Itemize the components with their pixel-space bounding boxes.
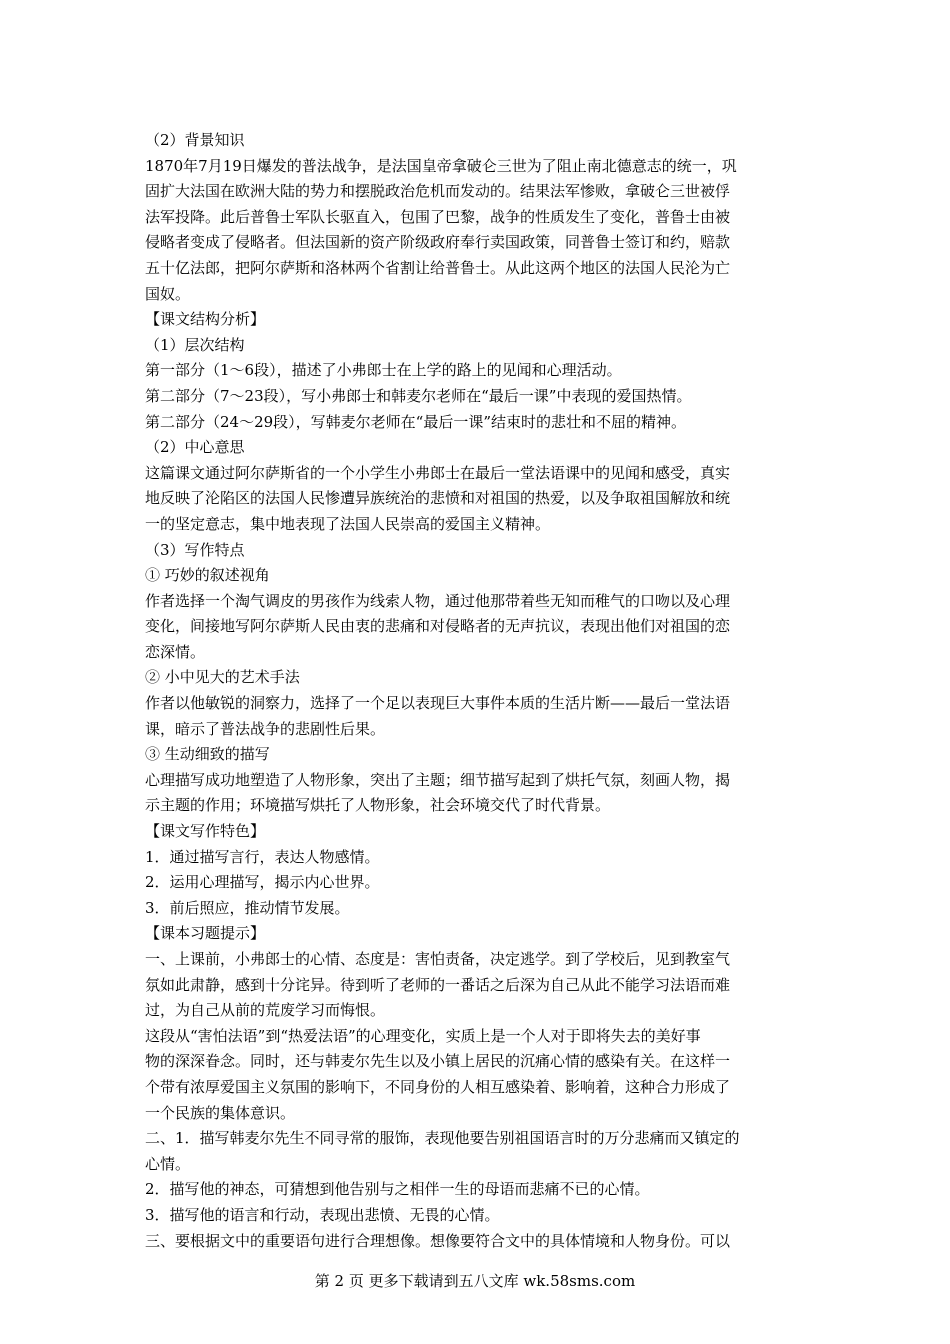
text-line: （2）背景知识 bbox=[145, 131, 245, 149]
text-line: 三、要根据文中的重要语句进行合理想像。想像要符合文中的具体情境和人物身份。可以 bbox=[145, 1231, 731, 1250]
text-line: 一的坚定意志，集中地表现了法国人民崇高的爱国主义精神。 bbox=[145, 514, 551, 533]
text-line: ② 小中见大的艺术手法 bbox=[145, 668, 300, 687]
text-line: （1）层次结构 bbox=[145, 335, 245, 354]
text-line: 第二部分（7～23段），写小弗郎士和韩麦尔老师在“最后一课”中表现的爱国热情。 bbox=[145, 386, 692, 405]
text-line: 二、1．描写韩麦尔先生不同寻常的服饰，表现他要告别祖国语言时的万分悲痛而又镇定的 bbox=[145, 1129, 740, 1148]
text-line: 变化，间接地写阿尔萨斯人民由衷的悲痛和对侵略者的无声抗议，表现出他们对祖国的恋 bbox=[145, 617, 731, 636]
text-line: 地反映了沦陷区的法国人民惨遭异族统治的悲愤和对祖国的热爱，以及争取祖国解放和统 bbox=[145, 489, 731, 508]
text-line: 这篇课文通过阿尔萨斯省的一个小学生小弗郎士在最后一堂法语课中的见闻和感受，真实 bbox=[145, 463, 731, 482]
text-line: 这段从“害怕法语”到“热爱法语”的心理变化，实质上是一个人对于即将失去的美好事 bbox=[145, 1026, 701, 1045]
text-line: 作者以他敏锐的洞察力，选择了一个足以表现巨大事件本质的生活片断——最后一堂法语 bbox=[145, 694, 731, 713]
text-line: 氛如此肃静，感到十分诧异。待到听了老师的一番话之后深为自己从此不能学习法语而难 bbox=[145, 975, 731, 994]
text-line: ① 巧妙的叙述视角 bbox=[145, 566, 270, 585]
text-line: 课，暗示了普法战争的悲剧性后果。 bbox=[145, 719, 386, 738]
text-line: 法军投降。此后普鲁士军队长驱直入，包围了巴黎，战争的性质发生了变化，普鲁士由被 bbox=[145, 207, 731, 226]
section-heading: 【课文写作特色】 bbox=[145, 822, 266, 841]
text-line: 3．前后照应，推动情节发展。 bbox=[145, 898, 350, 917]
text-line: 恋深情。 bbox=[145, 642, 206, 661]
text-line: 第二部分（24～29段），写韩麦尔老师在“最后一课”结束时的悲壮和不屈的精神。 bbox=[145, 412, 687, 431]
text-line: 物的深深眷念。同时，还与韩麦尔先生以及小镇上居民的沉痛心情的感染有关。在这样一 bbox=[145, 1052, 731, 1071]
text-line: 作者选择一个淘气调皮的男孩作为线索人物，通过他那带着些无知而稚气的口吻以及心理 bbox=[145, 591, 731, 610]
text-line: 3．描写他的语言和行动，表现出悲愤、无畏的心情。 bbox=[145, 1205, 500, 1224]
text-line: 心理描写成功地塑造了人物形象，突出了主题；细节描写起到了烘托气氛，刻画人物，揭 bbox=[145, 770, 731, 789]
text-line: 2．运用心理描写，揭示内心世界。 bbox=[145, 873, 380, 892]
section-heading: 【课本习题提示】 bbox=[145, 924, 266, 943]
text-line: 心情。 bbox=[145, 1154, 191, 1173]
text-line: 五十亿法郎，把阿尔萨斯和洛林两个省割让给普鲁士。从此这两个地区的法国人民沦为亡 bbox=[145, 258, 731, 277]
text-line: 个带有浓厚爱国主义氛围的影响下，不同身份的人相互感染着、影响着，这种合力形成了 bbox=[145, 1077, 731, 1096]
text-line: 过，为自己从前的荒废学习而悔恨。 bbox=[145, 1001, 386, 1020]
text-line: 第一部分（1～6段），描述了小弗郎士在上学的路上的见闻和心理活动。 bbox=[145, 361, 622, 380]
text-line: （3）写作特点 bbox=[145, 540, 245, 559]
section-heading: 【课文结构分析】 bbox=[145, 310, 266, 329]
text-line: 示主题的作用；环境描写烘托了人物形象，社会环境交代了时代背景。 bbox=[145, 796, 611, 815]
text-line: 国奴。 bbox=[145, 284, 191, 303]
text-line: ③ 生动细致的描写 bbox=[145, 745, 270, 764]
text-line: 一个民族的集体意识。 bbox=[145, 1103, 296, 1122]
text-line: 1870年7月19日爆发的普法战争，是法国皇帝拿破仑三世为了阻止南北德意志的统一，巩 bbox=[145, 156, 737, 175]
text-line: 固扩大法国在欧洲大陆的势力和摆脱政治危机而发动的。结果法军惨败，拿破仑三世被俘 bbox=[145, 182, 731, 201]
text-line: 2．描写他的神态，可猜想到他告别与之相伴一生的母语而悲痛不已的心情。 bbox=[145, 1180, 650, 1199]
text-line: （2）中心意思 bbox=[145, 438, 245, 457]
text-line: 侵略者变成了侵略者。但法国新的资产阶级政府奉行卖国政策，同普鲁士签订和约，赔款 bbox=[145, 233, 731, 252]
page-footer: 第 2 页 更多下载请到五八文库 wk.58sms.com bbox=[314, 1272, 636, 1290]
text-line: 一、上课前，小弗郎士的心情、态度是：害怕责备，决定逃学。到了学校后，见到教室气 bbox=[145, 950, 731, 968]
text-line: 1．通过描写言行，表达人物感情。 bbox=[145, 847, 380, 866]
document-body bbox=[145, 128, 810, 1254]
